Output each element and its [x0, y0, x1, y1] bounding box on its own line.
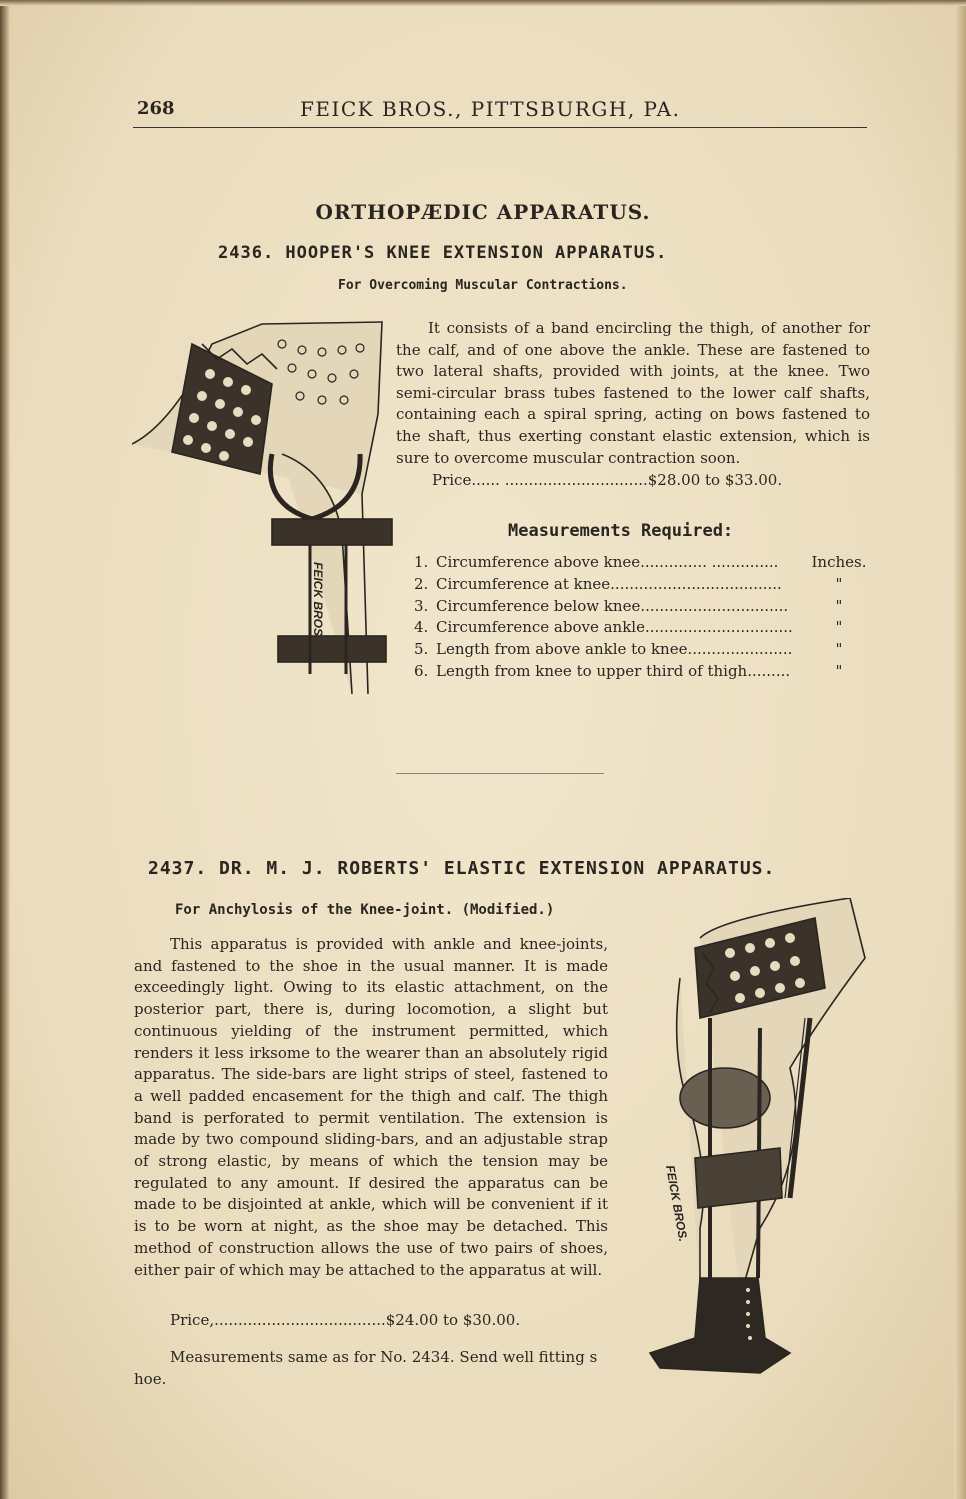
section-divider: [396, 773, 604, 774]
book-spine-edge: [0, 0, 10, 1499]
item-2437-price: Price,....................................$24.00 to $30.00.: [170, 1311, 521, 1329]
figure-2-maker-label: FEICK BROS.: [663, 1164, 691, 1243]
section-title: ORTHOPÆDIC APPARATUS.: [315, 200, 651, 224]
item-2437-description: [134, 934, 608, 1281]
knee-extension-apparatus-illustration: [132, 304, 394, 694]
measurement-item: 4. Circumference above ankle............................... ": [414, 618, 843, 637]
page-number: 268: [137, 98, 175, 119]
measurement-item: 1. Circumference above knee.............. .............. Inches.: [414, 553, 867, 571]
item-2437-subtitle: For Anchylosis of the Knee-joint. (Modified.): [175, 902, 555, 918]
measurement-item: 2. Circumference at knee.................................... ": [414, 574, 843, 593]
measurement-item: 6. Length from knee to upper third of thigh......... ": [414, 661, 843, 680]
item-2436-description: [396, 318, 870, 469]
item-2436-heading: 2436. HOOPER'S KNEE EXTENSION APPARATUS.: [218, 243, 668, 263]
item-2436-price: Price...... ..............................$28.00 to $33.00.: [432, 471, 783, 489]
measurement-item: 5. Length from above ankle to knee...................... ": [414, 640, 843, 659]
item-2437-note-text: Measurements same as for No. 2434. Send well fitting s hoe.: [134, 1348, 598, 1388]
measurements-heading: Measurements Required:: [508, 521, 734, 541]
measurements-list: [414, 552, 870, 683]
page-right-edge: [954, 0, 966, 1499]
elastic-extension-apparatus-illustration: [640, 898, 870, 1388]
figure-1-maker-label: FEICK BROS.: [311, 562, 325, 640]
item-2437-note: [134, 1346, 608, 1390]
running-head: FEICK BROS., PITTSBURGH, PA.: [300, 97, 681, 121]
page-top-edge: [0, 0, 966, 6]
header-rule: [133, 127, 867, 128]
item-2437-heading: 2437. DR. M. J. ROBERTS' ELASTIC EXTENSION APPARATUS.: [148, 858, 776, 879]
item-2436-subtitle: For Overcoming Muscular Contractions.: [338, 278, 628, 293]
measurement-item: 3. Circumference below knee............................... ": [414, 596, 843, 615]
item-2437-description-text: This apparatus is provided with ankle and knee-joints, and fastened to the shoe in the usual manner. It is made exceedingly light. Owing to its elastic attachment, on the posterior part, there is, during locomotion, a slight but continuous yielding of the instrument permitted, which renders it less irksome to the wearer than an absolutely rigid apparatus. The side-bars are light strips of steel, fastened to a well padded encasement for the thigh and calf. The thigh band is perforated to permit ventilation. The extension is made by two compound sliding-bars, and an adjustable strap of strong elastic, by means of which the tension may be regulated to any amount. If desired the apparatus can be made to be disjointed at ankle, which will be convenient if it is to be worn at night, as the shoe may be detached. This method of construction allows the use of two pairs of shoes, either pair of which may be attached to the apparatus at will.: [134, 935, 608, 1279]
item-2436-description-text: It consists of a band encircling the thigh, of another for the calf, and of one above the ankle. These are fastened to two lateral shafts, provided with joints, at the knee. Two semi-circular brass tubes fastened to the lower calf shafts, containing each a spiral spring, acting on bows fastened to the shaft, thus exerting constant elastic extension, which is sure to overcome muscular contraction soon.: [396, 319, 870, 467]
